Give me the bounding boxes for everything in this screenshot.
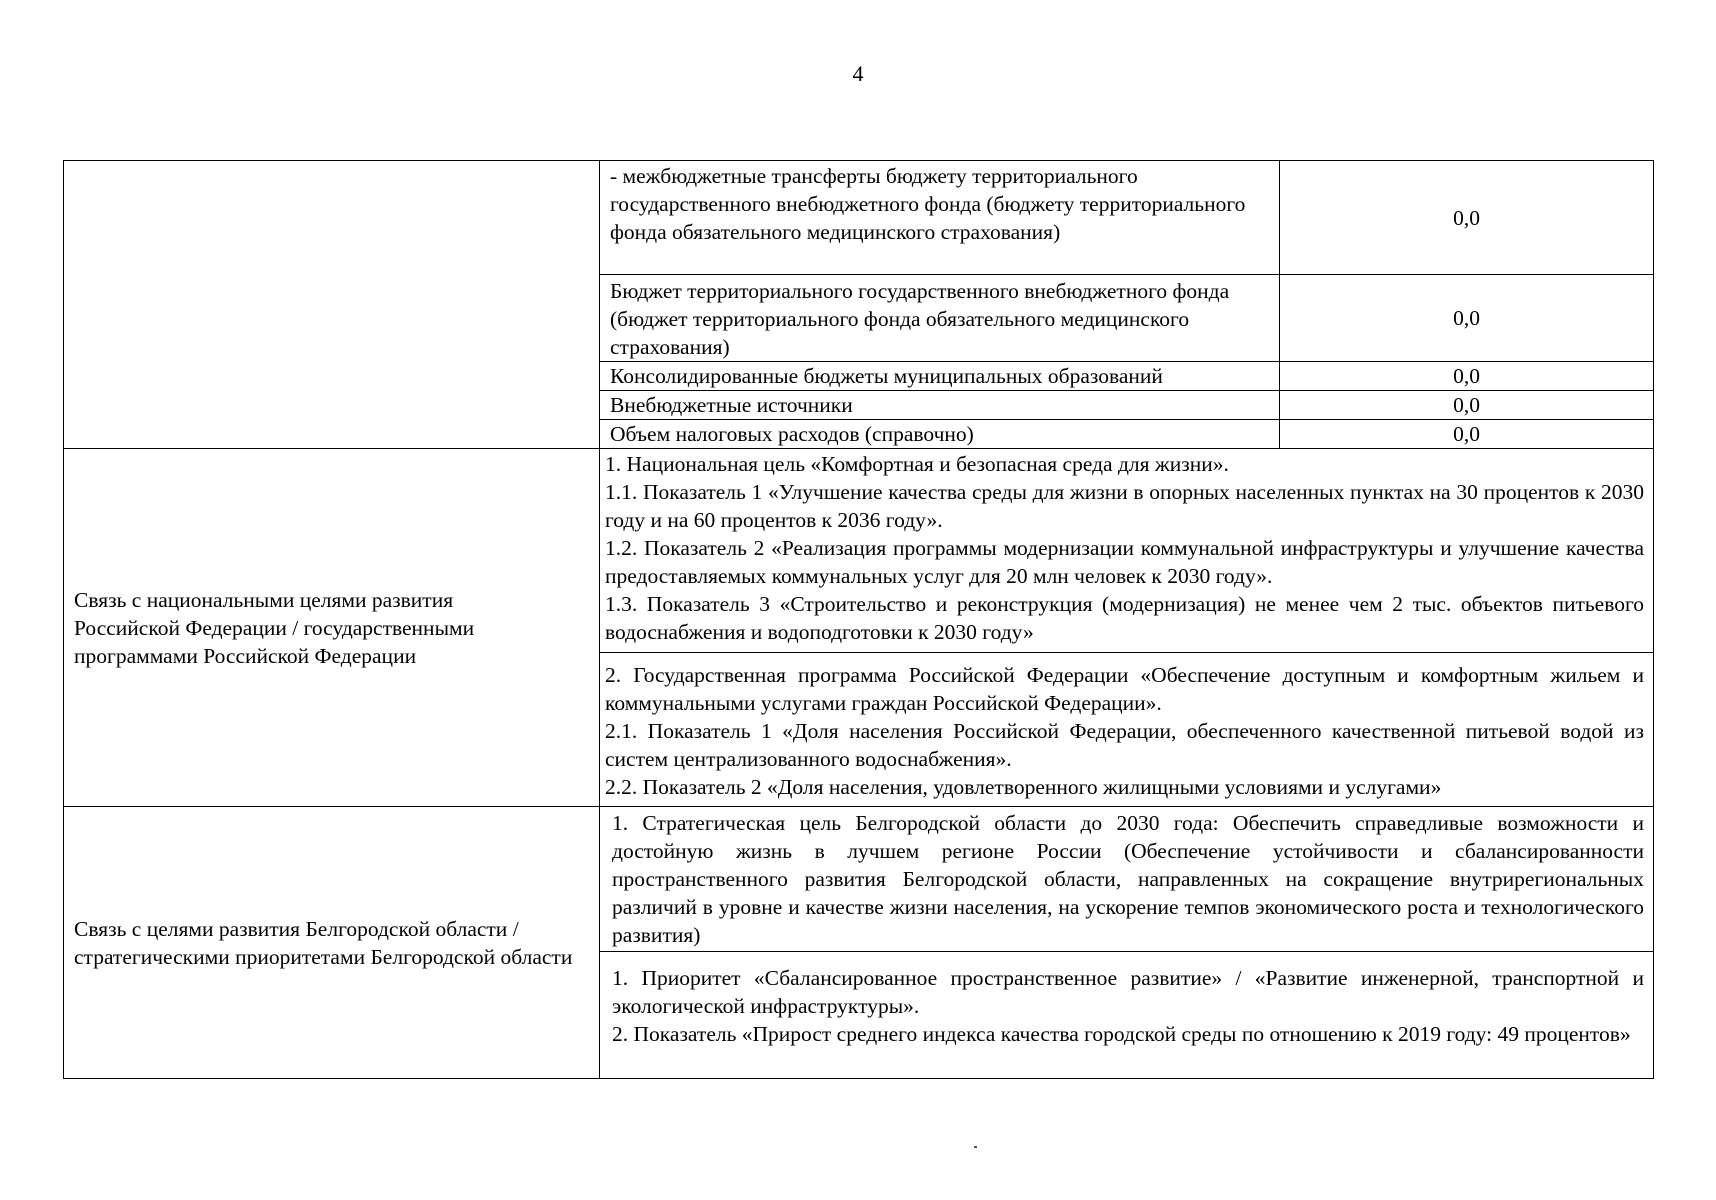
scan-speck bbox=[974, 1146, 977, 1148]
national-goals-block-1 bbox=[600, 449, 1654, 653]
goal-line: 2. Государственная программа Российской Федерации «Обеспечение доступным и комфортным жильем и коммунальными услугами граждан Российской Федерации». bbox=[605, 663, 1644, 715]
goal-line: 2.1. Показатель 1 «Доля населения Российской Федерации, обеспеченного качественной питьевой водой из систем централизованного водоснабжения». bbox=[605, 719, 1644, 771]
regional-goals-block-1 bbox=[600, 807, 1654, 952]
finance-label: Бюджет территориального государственного внебюджетного фонда (бюджет территориального фонда обязательного медицинского страхования) bbox=[600, 275, 1280, 362]
table-row bbox=[64, 449, 1654, 653]
table-row bbox=[64, 161, 1654, 275]
goal-line: 2.2. Показатель 2 «Доля населения, удовлетворенного жилищными условиями и услугами» bbox=[605, 775, 1442, 799]
goal-line: 1.1. Показатель 1 «Улучшение качества среды для жизни в опорных населенных пунктах на 30 процентов к 2030 году и на 60 процентов к 2036 году». bbox=[605, 480, 1644, 532]
finance-label: - межбюджетные трансферты бюджету территориального государственного внебюджетного фонда (бюджету территориального фонда обязательного медицинского страхования) bbox=[600, 161, 1280, 275]
passport-table bbox=[63, 160, 1654, 1079]
goal-line: 1. Приоритет «Сбалансированное пространственное развитие» / «Развитие инженерной, транспортной и экологической инфраструктуры». bbox=[612, 966, 1644, 1018]
finance-value: 0,0 bbox=[1280, 420, 1654, 449]
national-goals-label: Связь с национальными целями развития Российской Федерации / государственными программами Российской Федерации bbox=[64, 449, 600, 807]
finance-value: 0,0 bbox=[1280, 391, 1654, 420]
empty-label-cell bbox=[64, 161, 600, 449]
finance-label: Объем налоговых расходов (справочно) bbox=[600, 420, 1280, 449]
finance-value: 0,0 bbox=[1280, 161, 1654, 275]
goal-line: 1. Национальная цель «Комфортная и безопасная среда для жизни». bbox=[605, 452, 1229, 476]
goal-line: 1.3. Показатель 3 «Строительство и реконструкция (модернизация) не менее чем 2 тыс. объектов питьевого водоснабжения и водоподготовки к 2030 году» bbox=[605, 592, 1644, 644]
national-goals-block-2 bbox=[600, 653, 1654, 807]
finance-value: 0,0 bbox=[1280, 362, 1654, 391]
finance-label: Консолидированные бюджеты муниципальных образований bbox=[600, 362, 1280, 391]
goal-line: 1.2. Показатель 2 «Реализация программы модернизации коммунальной инфраструктуры и улучшение качества предоставляемых коммунальных услуг для 20 млн человек к 2030 году». bbox=[605, 536, 1644, 588]
goal-line: 1. Стратегическая цель Белгородской области до 2030 года: Обеспечить справедливые возможности и достойную жизнь в лучшем регионе России (Обеспечение устойчивости и сбалансированности пространственного развития Белгородской области, направленных на сокращение внутрирегиональных различий в уровне и качестве жизни населения, на ускорение темпов экономического роста и технологического развития) bbox=[612, 811, 1644, 947]
regional-goals-block-2 bbox=[600, 952, 1654, 1079]
regional-goals-label: Связь с целями развития Белгородской области / стратегическими приоритетами Белгородской области bbox=[64, 807, 600, 1079]
page-number: 4 bbox=[852, 61, 864, 86]
finance-label: Внебюджетные источники bbox=[600, 391, 1280, 420]
goal-line: 2. Показатель «Прирост среднего индекса качества городской среды по отношению к 2019 году: 49 процентов» bbox=[612, 1022, 1631, 1046]
finance-value: 0,0 bbox=[1280, 275, 1654, 362]
table-row bbox=[64, 807, 1654, 952]
